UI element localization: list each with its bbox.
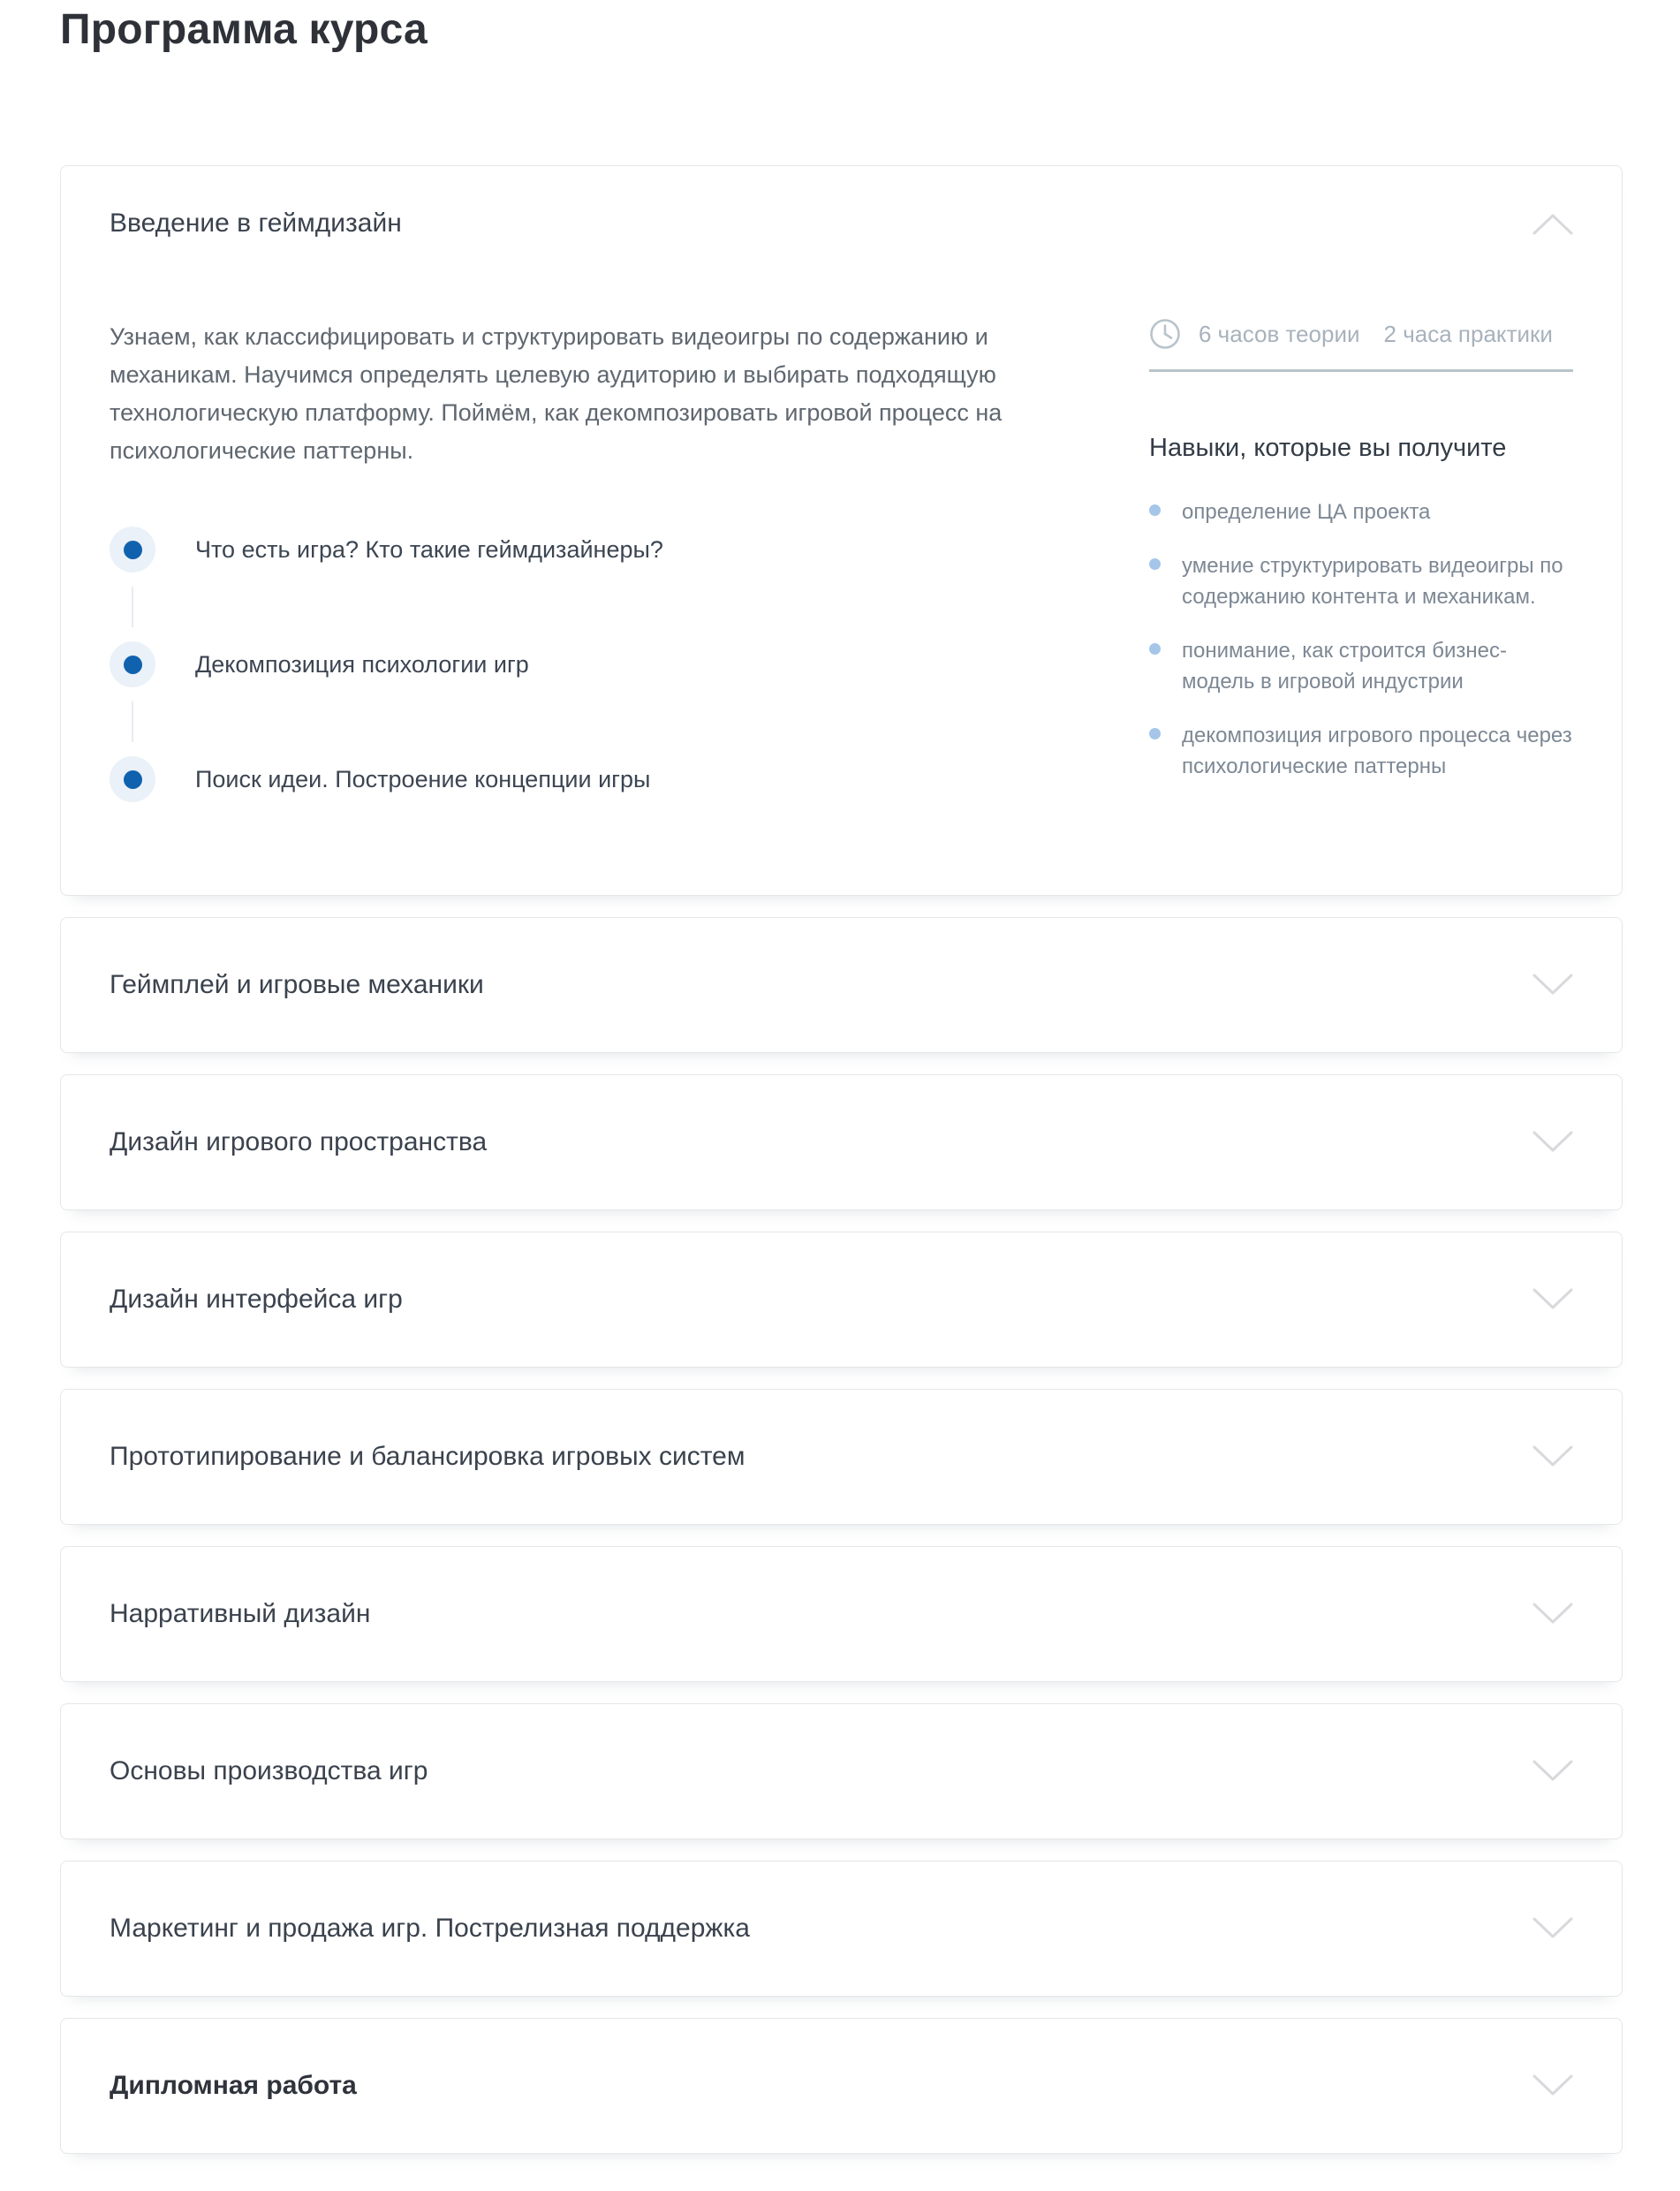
- accordion-header[interactable]: [110, 208, 1573, 239]
- chevron-down-icon[interactable]: [1532, 1288, 1573, 1311]
- chevron-down-icon[interactable]: [1532, 1603, 1573, 1626]
- accordion-section-production[interactable]: [60, 1703, 1623, 1839]
- chevron-down-icon[interactable]: [1532, 1760, 1573, 1783]
- section-title: Дизайн интерфейса игр: [110, 1285, 403, 1314]
- lesson-item: [110, 527, 1086, 572]
- timeline-connector: [132, 701, 133, 742]
- skills-title: Навыки, которые вы получите: [1149, 434, 1507, 462]
- lesson-marker-icon: [110, 641, 155, 687]
- section-title: Маркетинг и продажа игр. Пострелизная поддержка: [110, 1914, 750, 1943]
- section-main-column: [110, 318, 1086, 805]
- skill-text: умение структурировать видеоигры по содержанию контента и механикам.: [1182, 554, 1563, 609]
- lesson-item: [110, 756, 1086, 802]
- timeline-connector: [132, 587, 133, 627]
- accordion-section-expanded: [60, 165, 1623, 896]
- accordion-section-marketing[interactable]: [60, 1861, 1623, 1997]
- skill-item: [1149, 550, 1573, 612]
- theory-hours: 6 часов теории: [1199, 320, 1360, 347]
- skill-text: понимание, как строится бизнес-модель в игровой индустрии: [1182, 639, 1507, 694]
- accordion-section-space-design[interactable]: [60, 1074, 1623, 1210]
- bullet-icon: [1149, 728, 1161, 739]
- section-title: Нарративный дизайн: [110, 1599, 371, 1628]
- skill-item: [1149, 635, 1573, 697]
- hours-divider: [1149, 369, 1573, 372]
- skill-item: [1149, 720, 1573, 782]
- accordion-section-diploma[interactable]: [60, 2018, 1623, 2154]
- accordion-section-prototyping[interactable]: [60, 1389, 1623, 1525]
- section-body: [110, 318, 1573, 805]
- section-title: Геймплей и игровые механики: [110, 970, 484, 999]
- lesson-marker-icon: [110, 527, 155, 572]
- lesson-list: [110, 527, 1086, 802]
- clock-icon: [1149, 318, 1181, 350]
- section-title: Дипломная работа: [110, 2071, 357, 2100]
- chevron-down-icon[interactable]: [1532, 1131, 1573, 1154]
- accordion-section-narrative[interactable]: [60, 1546, 1623, 1682]
- skill-item: [1149, 497, 1573, 527]
- chevron-down-icon[interactable]: [1532, 1445, 1573, 1468]
- page-title: Программа курса: [60, 6, 428, 53]
- section-side-column: [1149, 318, 1573, 805]
- lesson-title: Поиск идеи. Построение концепции игры: [195, 765, 651, 792]
- section-title: Введение в геймдизайн: [110, 208, 402, 238]
- section-title: Основы производства игр: [110, 1756, 428, 1785]
- bullet-icon: [1149, 643, 1161, 655]
- skills-list: [1149, 497, 1573, 782]
- practice-hours: 2 часа практики: [1383, 320, 1553, 347]
- hours-row: [1149, 318, 1573, 350]
- accordion-section-ui-design[interactable]: [60, 1232, 1623, 1368]
- section-title: Прототипирование и балансировка игровых систем: [110, 1442, 745, 1471]
- chevron-down-icon[interactable]: [1532, 1917, 1573, 1940]
- bullet-icon: [1149, 504, 1161, 516]
- bullet-icon: [1149, 558, 1161, 570]
- lesson-title: Что есть игра? Кто такие геймдизайнеры?: [195, 535, 663, 563]
- section-description: Узнаем, как классифицировать и структурировать видеоигры по содержанию и механикам. Научимся определять целевую аудиторию и выбирать подходящую технологическую платформу. Поймём, как декомпозировать игровой процесс на психологические паттерны.: [110, 323, 1003, 464]
- lesson-marker-icon: [110, 756, 155, 802]
- skill-text: декомпозиция игрового процесса через психологические паттерны: [1182, 724, 1572, 778]
- lesson-title: Декомпозиция психологии игр: [195, 650, 529, 678]
- skill-text: определение ЦА проекта: [1182, 500, 1431, 524]
- chevron-up-icon[interactable]: [1532, 212, 1573, 235]
- accordion-section-gameplay[interactable]: [60, 917, 1623, 1053]
- section-title: Дизайн игрового пространства: [110, 1127, 488, 1156]
- course-accordion: [60, 165, 1623, 2154]
- chevron-down-icon[interactable]: [1532, 974, 1573, 997]
- lesson-item: [110, 641, 1086, 687]
- chevron-down-icon[interactable]: [1532, 2074, 1573, 2097]
